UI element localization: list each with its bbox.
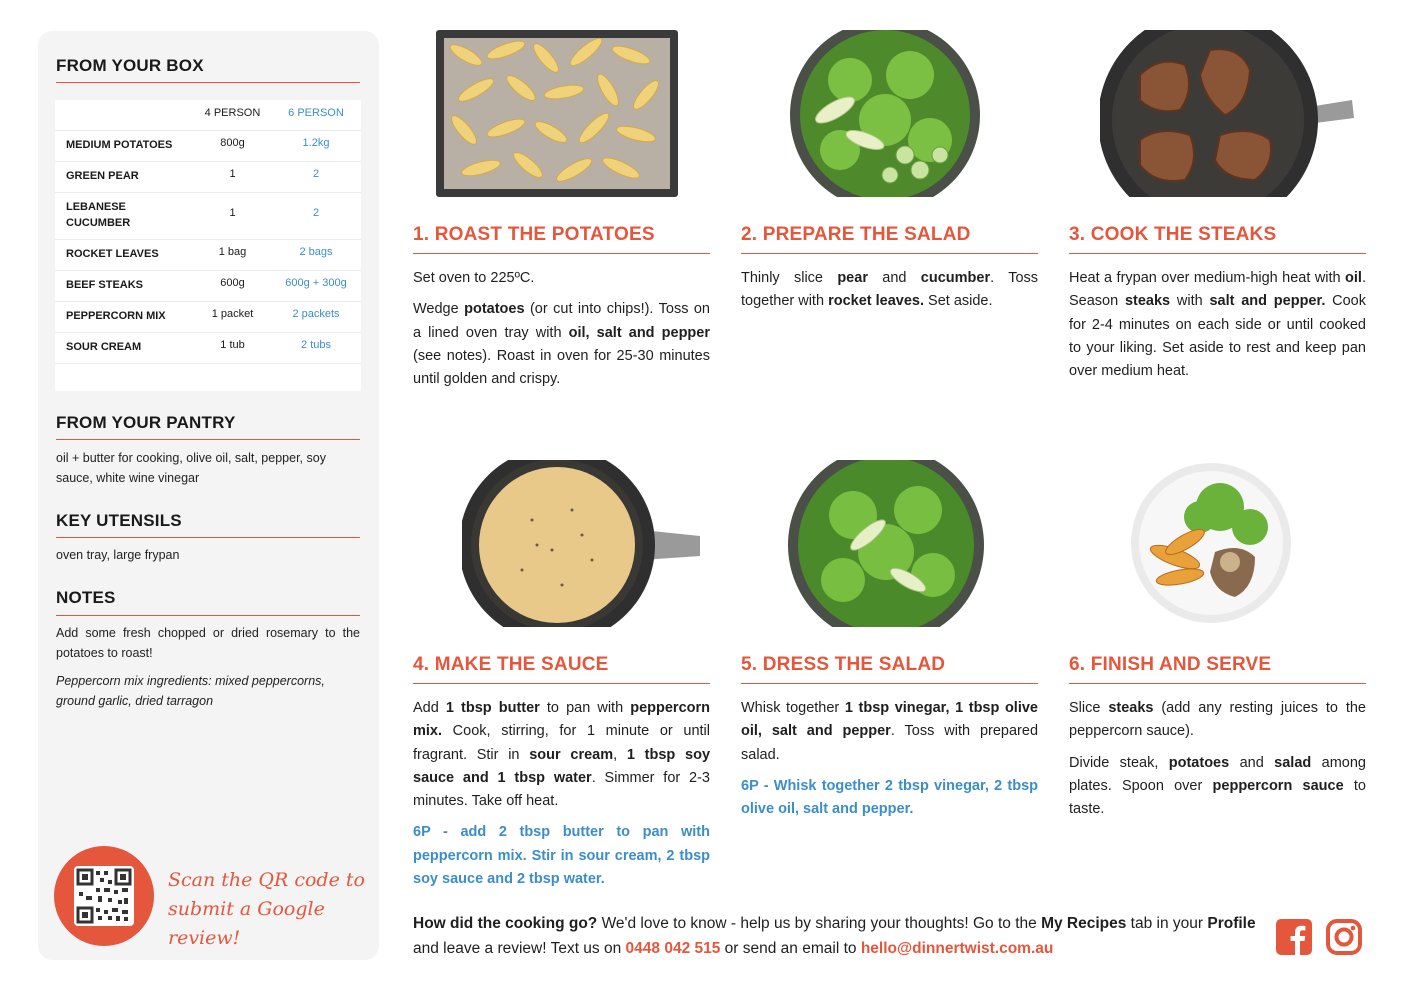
table-row — [55, 239, 361, 271]
step-1-title: 1. ROAST THE POTATOES — [413, 224, 655, 245]
step-4-title: 4. MAKE THE SAUCE — [413, 654, 609, 675]
ingredient-name: PEPPERCORN MIX — [66, 310, 166, 322]
instagram-icon[interactable] — [1326, 919, 1362, 955]
step-2-rule — [741, 253, 1038, 254]
box-title: FROM YOUR BOX — [56, 56, 204, 75]
step-4-6p: 6P - add 2 tbsp butter to pan with peppercorn mix. Stir in sour cream, 2 tbsp soy sauce and 2 tbsp water. — [413, 824, 710, 888]
step-5-6p: 6P - Whisk together 2 tbsp vinegar, 2 tbsp olive oil, salt and pepper. — [741, 777, 1038, 818]
facebook-icon[interactable] — [1276, 919, 1312, 955]
table-row — [55, 192, 361, 240]
qr-badge — [54, 846, 154, 946]
table-header — [55, 100, 361, 131]
step-6-body — [1069, 697, 1366, 829]
notes-rule — [56, 615, 360, 616]
ingredient-4p: 1 bag — [218, 246, 247, 258]
ingredient-4p: 800g — [220, 137, 245, 149]
ingredient-name: SOUR CREAM — [66, 341, 142, 353]
step-3-p1: Heat a frypan over medium-high heat with oil. Season steaks with salt and pepper. Cook for 2-4 minutes on each side or until cooked to your liking. Set aside to rest and keep pan over medium heat. — [1069, 270, 1366, 380]
potatoes-tray-photo — [436, 30, 678, 197]
step-5-p1: Whisk together 1 tbsp vinegar, 1 tbsp olive oil, salt and pepper. Toss with prepared salad. — [741, 700, 1039, 763]
step-4-body — [413, 697, 710, 899]
step-6-rule — [1069, 683, 1366, 684]
ingredient-name: GREEN PEAR — [66, 170, 139, 182]
step-4-rule — [413, 683, 710, 684]
sidebar — [38, 31, 379, 960]
step-6-p1: Slice steaks (add any resting juices to the peppercorn sauce). — [1069, 700, 1366, 740]
ingredient-6p: 2 — [312, 207, 320, 219]
ingredient-6p: 1.2kg — [302, 137, 330, 149]
notes-peppercorn: Peppercorn mix ingredients: mixed peppercorns, ground garlic, dried tarragon — [56, 674, 325, 708]
step-5-title: 5. DRESS THE SALAD — [741, 654, 946, 675]
step-3-body — [1069, 267, 1366, 391]
pantry-title: FROM YOUR PANTRY — [56, 413, 236, 432]
ingredient-name: LEBANESE CUCUMBER — [66, 201, 131, 229]
table-row — [55, 130, 361, 162]
step-2-body — [741, 267, 1038, 322]
notes-title: NOTES — [56, 588, 116, 607]
step-6-title: 6. FINISH AND SERVE — [1069, 654, 1272, 675]
step-5-body — [741, 697, 1038, 829]
col-6-person: 6 PERSON — [288, 107, 344, 119]
plated-dish-photo — [1130, 462, 1292, 624]
ingredient-name: ROCKET LEAVES — [66, 248, 159, 260]
footer-feedback: How did the cooking go? We'd love to know - help us by sharing your thoughts! Go to the My Recipes tab in your Profile and leave a review! Text us on 0448 042 515 or send an email to hello@dinnertwist.com.au — [413, 915, 1256, 957]
ingredient-4p: 1 — [229, 207, 236, 219]
ingredient-4p: 600g — [220, 277, 245, 289]
pantry-rule — [56, 439, 360, 440]
sauce-pan-photo — [462, 460, 702, 627]
qr-code-icon[interactable] — [74, 866, 134, 926]
qr-caption — [168, 866, 368, 953]
step-1-rule — [413, 253, 710, 254]
ingredient-name: BEEF STEAKS — [66, 279, 144, 291]
ingredient-4p: 1 tub — [220, 339, 245, 351]
utensils-rule — [56, 537, 360, 538]
step-3-title: 3. COOK THE STEAKS — [1069, 224, 1277, 245]
ingredient-4p: 1 packet — [211, 308, 254, 320]
step-6-p2: Divide steak, potatoes and salad among plates. Spoon over peppercorn sauce to taste. — [1069, 754, 1366, 818]
ingredient-6p: 2 — [312, 168, 320, 180]
ingredient-6p: 2 packets — [292, 308, 340, 320]
salad-bowl-photo — [790, 30, 980, 197]
table-row — [55, 301, 361, 333]
step-1-p2: Wedge potatoes (or cut into chips!). Toss on a lined oven tray with oil, salt and pepper (see notes). Roast in oven for 25-30 minutes until golden and crispy. — [413, 301, 711, 388]
col-4-person: 4 PERSON — [204, 107, 261, 119]
phone-link[interactable]: 0448 042 515 — [625, 940, 721, 957]
step-4-p1: Add 1 tbsp butter to pan with peppercorn mix. Cook, stirring, for 1 minute or until fragrant. Stir in sour cream, 1 tbsp soy sauce and 1 tbsp water. Simmer for 2-3 minutes. Take off heat. — [413, 700, 711, 810]
step-5-rule — [741, 683, 1038, 684]
qr-caption-line-1: Scan the QR code to — [168, 869, 365, 891]
utensils-text: oven tray, large frypan — [56, 548, 180, 562]
table-row — [55, 161, 361, 193]
notes-text: Add some fresh chopped or dried rosemary to the potatoes to roast! — [56, 626, 360, 660]
ingredient-6p: 2 tubs — [301, 339, 331, 351]
step-2-p1: Thinly slice pear and cucumber. Toss together with rocket leaves. Set aside. — [741, 270, 1039, 310]
step-2-title: 2. PREPARE THE SALAD — [741, 224, 971, 245]
utensils-title: KEY UTENSILS — [56, 511, 182, 530]
pantry-text: oil + butter for cooking, olive oil, salt, pepper, soy sauce, white wine vinegar — [56, 451, 326, 485]
ingredient-4p: 1 — [229, 168, 236, 180]
dressed-salad-photo — [788, 460, 984, 627]
step-1-body — [413, 267, 710, 399]
step-1-p1: Set oven to 225ºC. — [413, 270, 535, 286]
steaks-pan-photo — [1100, 30, 1356, 197]
box-title-rule — [56, 82, 360, 83]
ingredients-table — [55, 100, 361, 391]
email-link[interactable]: hello@dinnertwist.com.au — [860, 940, 1054, 957]
ingredient-6p: 600g + 300g — [285, 277, 347, 289]
table-row — [55, 332, 361, 364]
step-3-rule — [1069, 253, 1366, 254]
ingredient-name: MEDIUM POTATOES — [66, 139, 173, 151]
qr-caption-line-2: submit a Google review! — [168, 898, 325, 949]
table-row — [55, 270, 361, 302]
ingredient-6p: 2 bags — [299, 246, 333, 258]
